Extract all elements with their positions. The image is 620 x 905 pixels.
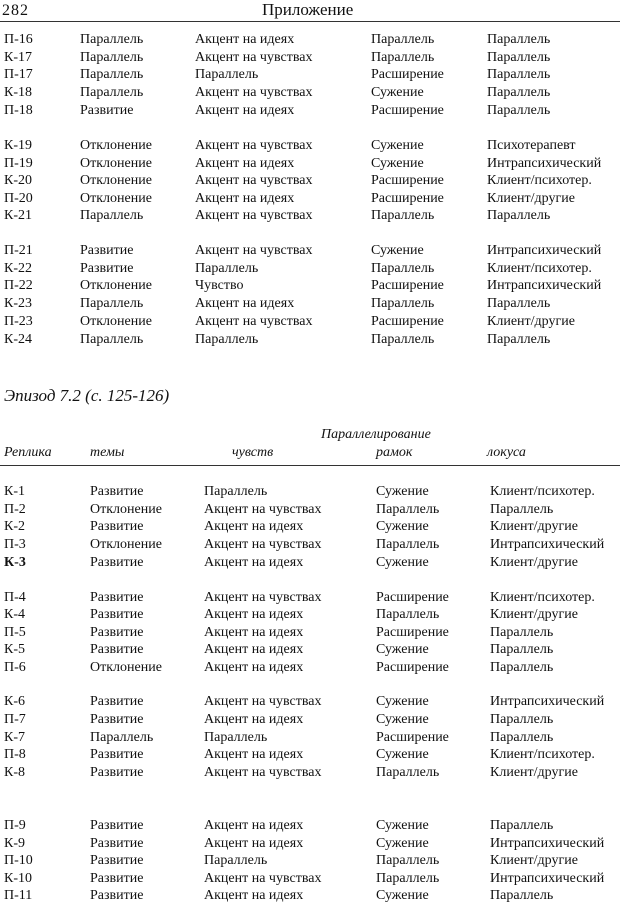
cell-locus: Параллель	[490, 818, 554, 833]
cell-frame: Сужение	[376, 642, 429, 657]
cell-theme: Развитие	[90, 712, 144, 727]
cell-locus: Параллель	[487, 332, 551, 347]
cell-feeling: Акцент на идеях	[195, 103, 295, 118]
cell-frame: Расширение	[376, 590, 449, 605]
cell-locus: Клиент/другие	[490, 607, 578, 622]
column-header-replica: Реплика	[4, 445, 52, 460]
cell-feeling: Параллель	[195, 67, 259, 82]
cell-frame: Сужение	[376, 712, 429, 727]
cell-replica: К-23	[4, 296, 32, 311]
cell-feeling: Акцент на чувствах	[195, 243, 313, 258]
cell-feeling: Акцент на чувствах	[195, 208, 313, 223]
column-header-themes: темы	[90, 445, 125, 460]
cell-replica: П-2	[4, 502, 26, 517]
cell-locus: Параллель	[487, 103, 551, 118]
column-header-feelings: чувств	[232, 445, 274, 460]
cell-theme: Развитие	[80, 243, 134, 258]
cell-theme: Отклонение	[80, 191, 152, 206]
cell-feeling: Акцент на идеях	[204, 555, 304, 570]
cell-replica: П-8	[4, 747, 26, 762]
cell-locus: Клиент/психотер.	[487, 261, 592, 276]
cell-frame: Расширение	[376, 625, 449, 640]
table-row	[0, 764, 620, 782]
cell-locus: Параллель	[490, 642, 554, 657]
cell-replica: П-6	[4, 660, 26, 675]
table-row	[0, 242, 620, 260]
cell-replica: П-5	[4, 625, 26, 640]
cell-replica: К-7	[4, 730, 25, 745]
cell-theme: Параллель	[80, 32, 144, 47]
cell-frame: Параллель	[376, 537, 440, 552]
cell-frame: Параллель	[376, 853, 440, 868]
table-row	[0, 606, 620, 624]
cell-theme: Развитие	[90, 853, 144, 868]
table-row	[0, 518, 620, 536]
cell-replica: П-20	[4, 191, 33, 206]
cell-replica: П-23	[4, 314, 33, 329]
column-headers	[0, 445, 620, 463]
cell-feeling: Акцент на чувствах	[204, 537, 322, 552]
cell-feeling: Акцент на чувствах	[195, 173, 313, 188]
cell-frame: Расширение	[371, 103, 444, 118]
cell-frame: Расширение	[371, 191, 444, 206]
cell-frame: Расширение	[376, 660, 449, 675]
cell-frame: Параллель	[371, 296, 435, 311]
cell-replica: К-9	[4, 836, 25, 851]
cell-replica: К-1	[4, 484, 25, 499]
cell-theme: Отклонение	[80, 314, 152, 329]
cell-theme: Развитие	[90, 625, 144, 640]
cell-locus: Интрапсихический	[490, 836, 605, 851]
cell-replica: К-24	[4, 332, 32, 347]
table-row	[0, 835, 620, 853]
cell-locus: Интрапсихический	[490, 871, 605, 886]
cell-locus: Клиент/другие	[490, 765, 578, 780]
cell-feeling: Акцент на идеях	[204, 607, 304, 622]
cell-theme: Развитие	[90, 607, 144, 622]
cell-locus: Клиент/другие	[487, 314, 575, 329]
cell-feeling: Акцент на чувствах	[195, 85, 313, 100]
cell-feeling: Акцент на чувствах	[195, 138, 313, 153]
cell-frame: Сужение	[376, 818, 429, 833]
table-row	[0, 693, 620, 711]
table-row	[0, 277, 620, 295]
cell-replica: К-17	[4, 50, 32, 65]
table-row	[0, 295, 620, 313]
cell-locus: Интрапсихический	[487, 278, 602, 293]
cell-theme: Развитие	[90, 642, 144, 657]
cell-frame: Параллель	[376, 871, 440, 886]
cell-theme: Отклонение	[80, 156, 152, 171]
table-row	[0, 870, 620, 888]
cell-frame: Параллель	[371, 261, 435, 276]
column-header-frames: рамок	[376, 445, 413, 460]
cell-locus: Клиент/другие	[490, 555, 578, 570]
cell-frame: Сужение	[376, 694, 429, 709]
cell-feeling: Акцент на идеях	[204, 888, 304, 903]
cell-feeling: Акцент на чувствах	[195, 314, 313, 329]
cell-locus: Клиент/другие	[490, 853, 578, 868]
cell-theme: Отклонение	[80, 173, 152, 188]
cell-feeling: Акцент на идеях	[195, 32, 295, 47]
cell-feeling: Чувство	[195, 278, 244, 293]
cell-theme: Параллель	[80, 208, 144, 223]
cell-replica: К-8	[4, 765, 25, 780]
cell-theme: Отклонение	[80, 138, 152, 153]
table-row	[0, 207, 620, 225]
page-number: 282	[2, 2, 29, 19]
table-row	[0, 49, 620, 67]
table-row	[0, 536, 620, 554]
cell-frame: Расширение	[371, 67, 444, 82]
cell-frame: Расширение	[371, 173, 444, 188]
table-row	[0, 66, 620, 84]
cell-locus: Параллель	[490, 730, 554, 745]
cell-replica: П-21	[4, 243, 33, 258]
cell-frame: Расширение	[371, 314, 444, 329]
column-header-rule	[0, 465, 620, 466]
table-row	[0, 84, 620, 102]
cell-feeling: Параллель	[204, 853, 268, 868]
cell-theme: Развитие	[90, 888, 144, 903]
cell-frame: Параллель	[371, 32, 435, 47]
cell-theme: Развитие	[90, 590, 144, 605]
cell-theme: Развитие	[90, 871, 144, 886]
cell-locus: Параллель	[490, 660, 554, 675]
cell-locus: Параллель	[490, 502, 554, 517]
cell-theme: Параллель	[80, 332, 144, 347]
table-row	[0, 711, 620, 729]
table-row	[0, 641, 620, 659]
table-row	[0, 260, 620, 278]
cell-locus: Интрапсихический	[490, 694, 605, 709]
cell-feeling: Параллель	[204, 484, 268, 499]
cell-locus: Параллель	[490, 625, 554, 640]
table-row	[0, 554, 620, 572]
cell-replica: К-18	[4, 85, 32, 100]
cell-feeling: Акцент на идеях	[195, 191, 295, 206]
cell-feeling: Параллель	[204, 730, 268, 745]
cell-theme: Развитие	[90, 747, 144, 762]
cell-theme: Развитие	[90, 484, 144, 499]
cell-theme: Развитие	[80, 261, 134, 276]
cell-theme: Отклонение	[90, 660, 162, 675]
table-row	[0, 155, 620, 173]
cell-locus: Параллель	[487, 50, 551, 65]
cell-locus: Параллель	[490, 712, 554, 727]
table-row	[0, 483, 620, 501]
cell-locus: Клиент/психотер.	[490, 747, 595, 762]
cell-replica: П-3	[4, 537, 26, 552]
cell-theme: Параллель	[80, 85, 144, 100]
cell-feeling: Акцент на чувствах	[204, 694, 322, 709]
cell-locus: Параллель	[487, 32, 551, 47]
cell-replica: П-11	[4, 888, 33, 903]
cell-theme: Развитие	[90, 555, 144, 570]
cell-feeling: Акцент на идеях	[204, 818, 304, 833]
table-row	[0, 172, 620, 190]
cell-replica: П-18	[4, 103, 33, 118]
cell-theme: Параллель	[80, 67, 144, 82]
cell-feeling: Параллель	[195, 332, 259, 347]
table-row	[0, 659, 620, 677]
cell-feeling: Акцент на идеях	[204, 660, 304, 675]
cell-feeling: Акцент на идеях	[195, 156, 295, 171]
cell-locus: Параллель	[487, 208, 551, 223]
cell-theme: Развитие	[90, 519, 144, 534]
cell-replica: К-10	[4, 871, 32, 886]
table-row	[0, 746, 620, 764]
cell-frame: Расширение	[371, 278, 444, 293]
header-rule	[0, 21, 620, 22]
table-row	[0, 729, 620, 747]
table-row	[0, 852, 620, 870]
cell-theme: Параллель	[90, 730, 154, 745]
cell-theme: Развитие	[90, 836, 144, 851]
cell-theme: Развитие	[90, 694, 144, 709]
cell-feeling: Акцент на чувствах	[204, 590, 322, 605]
episode-title: Эпизод 7.2 (с. 125-126)	[4, 386, 170, 405]
cell-feeling: Акцент на чувствах	[204, 765, 322, 780]
cell-locus: Клиент/психотер.	[490, 590, 595, 605]
cell-frame: Расширение	[376, 730, 449, 745]
table-row	[0, 31, 620, 49]
cell-frame: Сужение	[371, 243, 424, 258]
cell-feeling: Акцент на чувствах	[195, 50, 313, 65]
cell-theme: Развитие	[80, 103, 134, 118]
cell-locus: Клиент/другие	[487, 191, 575, 206]
table-row	[0, 331, 620, 349]
cell-feeling: Акцент на чувствах	[204, 871, 322, 886]
cell-frame: Сужение	[371, 156, 424, 171]
running-head: Приложение	[262, 0, 354, 19]
cell-frame: Сужение	[371, 138, 424, 153]
cell-frame: Сужение	[376, 888, 429, 903]
column-header-locus: локуса	[487, 445, 526, 460]
cell-replica: К-5	[4, 642, 25, 657]
table-row	[0, 887, 620, 905]
cell-frame: Сужение	[376, 555, 429, 570]
cell-locus: Параллель	[487, 296, 551, 311]
cell-replica: П-19	[4, 156, 33, 171]
cell-replica: К-4	[4, 607, 25, 622]
cell-feeling: Параллель	[195, 261, 259, 276]
cell-locus: Параллель	[490, 888, 554, 903]
cell-replica: К-21	[4, 208, 32, 223]
cell-locus: Клиент/другие	[490, 519, 578, 534]
cell-feeling: Акцент на идеях	[204, 712, 304, 727]
cell-replica: П-7	[4, 712, 26, 727]
cell-feeling: Акцент на идеях	[204, 642, 304, 657]
cell-theme: Отклонение	[90, 502, 162, 517]
cell-replica: К-6	[4, 694, 25, 709]
cell-replica: К-19	[4, 138, 32, 153]
table-row	[0, 589, 620, 607]
cell-theme: Отклонение	[80, 278, 152, 293]
cell-frame: Сужение	[376, 484, 429, 499]
table-row	[0, 624, 620, 642]
table-row	[0, 102, 620, 120]
cell-locus: Параллель	[487, 85, 551, 100]
table-row	[0, 501, 620, 519]
cell-replica: К-2	[4, 519, 25, 534]
cell-feeling: Акцент на чувствах	[204, 502, 322, 517]
cell-locus: Параллель	[487, 67, 551, 82]
cell-replica: К-20	[4, 173, 32, 188]
cell-locus: Клиент/психотер.	[490, 484, 595, 499]
table-row	[0, 190, 620, 208]
cell-locus: Интрапсихический	[487, 243, 602, 258]
cell-frame: Сужение	[376, 836, 429, 851]
cell-theme: Отклонение	[90, 537, 162, 552]
cell-locus: Интрапсихический	[487, 156, 602, 171]
cell-frame: Параллель	[371, 50, 435, 65]
cell-replica: К-3	[4, 555, 26, 570]
cell-replica: К-22	[4, 261, 32, 276]
cell-replica: П-17	[4, 67, 33, 82]
cell-replica: П-10	[4, 853, 33, 868]
cell-replica: П-16	[4, 32, 33, 47]
cell-feeling: Акцент на идеях	[204, 625, 304, 640]
cell-feeling: Акцент на идеях	[204, 519, 304, 534]
cell-frame: Параллель	[376, 765, 440, 780]
table-row	[0, 137, 620, 155]
cell-replica: П-4	[4, 590, 26, 605]
cell-frame: Параллель	[371, 332, 435, 347]
cell-frame: Сужение	[376, 747, 429, 762]
cell-frame: Параллель	[376, 502, 440, 517]
table-row	[0, 313, 620, 331]
cell-frame: Сужение	[371, 85, 424, 100]
cell-locus: Психотерапевт	[487, 138, 576, 153]
cell-theme: Развитие	[90, 818, 144, 833]
cell-feeling: Акцент на идеях	[204, 836, 304, 851]
cell-frame: Параллель	[371, 208, 435, 223]
cell-feeling: Акцент на идеях	[204, 747, 304, 762]
cell-frame: Параллель	[376, 607, 440, 622]
cell-feeling: Акцент на идеях	[195, 296, 295, 311]
cell-frame: Сужение	[376, 519, 429, 534]
cell-replica: П-9	[4, 818, 26, 833]
cell-theme: Параллель	[80, 50, 144, 65]
table-row	[0, 817, 620, 835]
cell-locus: Клиент/психотер.	[487, 173, 592, 188]
column-group-header: Параллелирование	[321, 427, 431, 442]
cell-replica: П-22	[4, 278, 33, 293]
cell-locus: Интрапсихический	[490, 537, 605, 552]
cell-theme: Параллель	[80, 296, 144, 311]
cell-theme: Развитие	[90, 765, 144, 780]
